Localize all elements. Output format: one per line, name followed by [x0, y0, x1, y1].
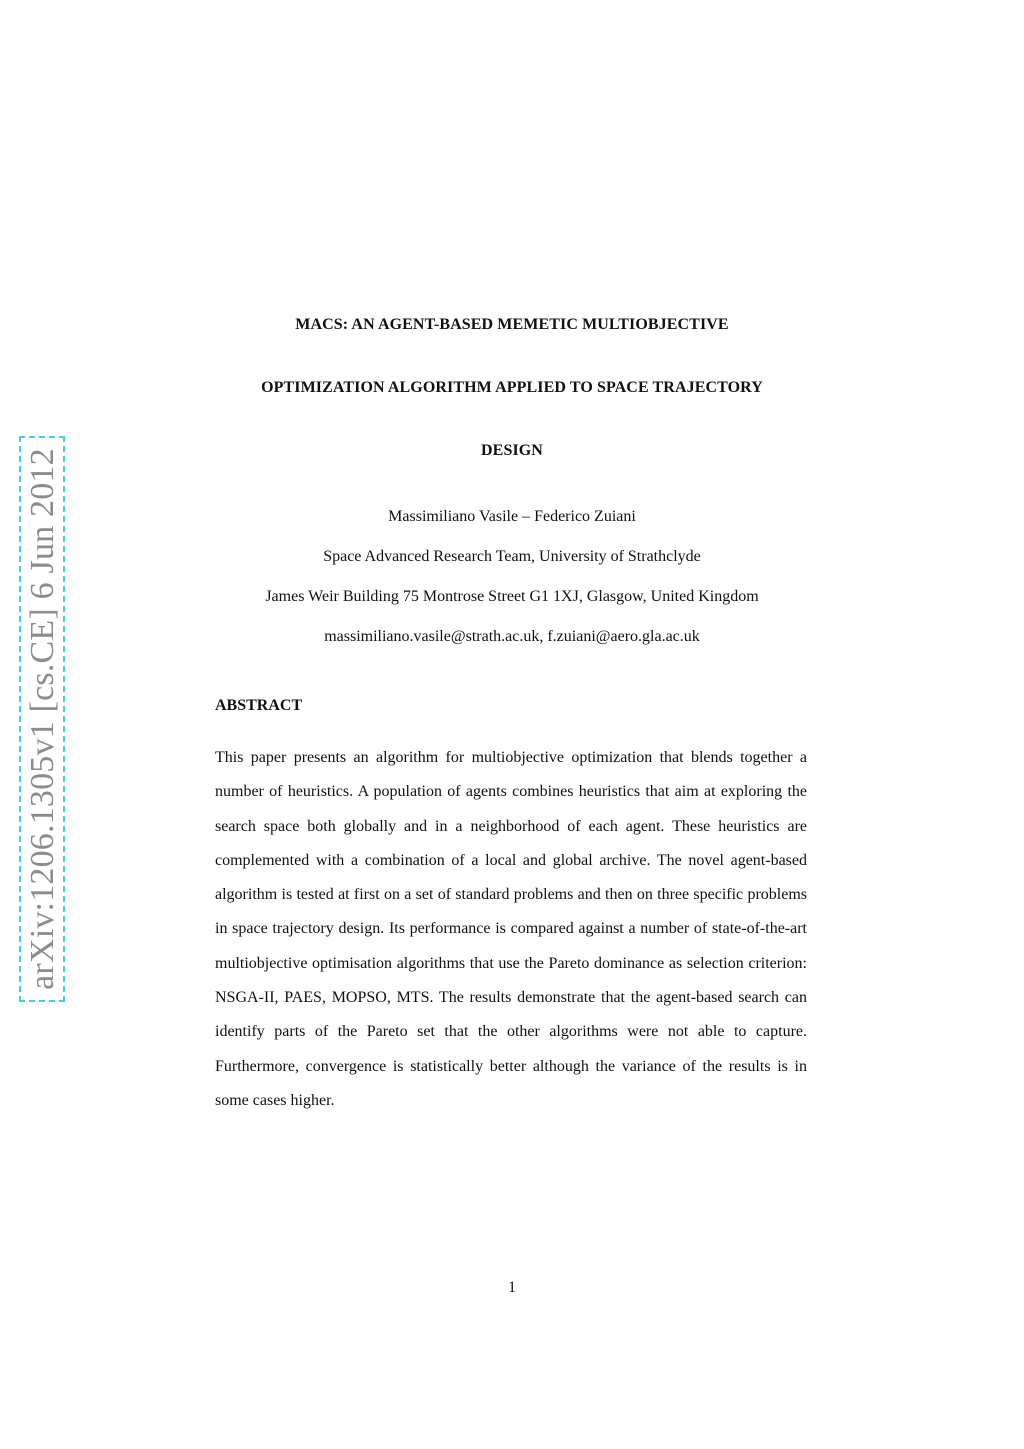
abstract-heading: ABSTRACT [215, 697, 303, 714]
title-line-2: OPTIMIZATION ALGORITHM APPLIED TO SPACE TRAJECTORY [261, 379, 763, 396]
page-number: 1 [508, 1279, 516, 1296]
title-line-3: DESIGN [481, 442, 543, 459]
affiliation: Space Advanced Research Team, University of Strathclyde [323, 548, 701, 565]
title-line-1: MACS: AN AGENT-BASED MEMETIC MULTIOBJECTIVE [295, 316, 729, 333]
authors: Massimiliano Vasile – Federico Zuiani [388, 508, 636, 525]
emails: massimiliano.vasile@strath.ac.uk, f.zuiani@aero.gla.ac.uk [324, 628, 700, 645]
address: James Weir Building 75 Montrose Street G1 1XJ, Glasgow, United Kingdom [265, 588, 759, 605]
abstract-body: This paper presents an algorithm for multiobjective optimization that blends together a number of heuristics. A population of agents combines heuristics that aim at exploring the search space both globally and in a neighborhood of each agent. These heuristics are complemented with a combination of a local and global archive. The novel agent-based algorithm is tested at first on a set of standard problems and then on three specific problems in space trajectory design. Its performance is compared against a number of state-of-the-art multiobjective optimisation algorithms that use the Pareto dominance as selection criterion: NSGA-II, PAES, MOPSO, MTS. The results demonstrate that the agent-based search can identify parts of the Pareto set that the other algorithms were not able to capture. Furthermore, convergence is statistically better although the variance of the results is in some cases higher. [215, 749, 807, 1109]
arxiv-identifier: arXiv:1206.1305v1 [cs.CE] 6 Jun 2012 [24, 448, 61, 990]
